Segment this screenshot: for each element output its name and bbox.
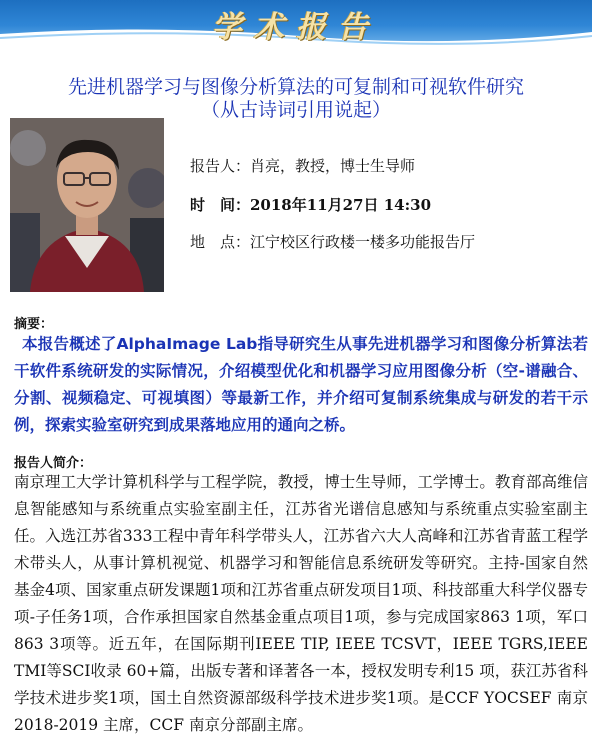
bio-label: 报告人简介： (14, 456, 93, 471)
talk-subtitle: （从古诗词引用说起） (200, 99, 391, 121)
abstract-label: 摘要： (14, 317, 54, 332)
bio-text: 南京理工大学计算机科学与工程学院，教授，博士生导师，工学博士。教育部高维信息智能感知与系统重点实验室副主任，江苏省光谱信息感知与系统重点实验室副主任。入选江苏省333工程中青年科学带头人，江苏省六大人高峰和江苏省青蓝工程学术带头人，从事计算机视觉、机器学习和智能信息系统研发等研究。主持-国家自然基金4项、国家重点研发课题1项和江苏省重点研发项目1项、科技部重大科学仪器专项-子任务1项，合作承担国家自然基金重点项目1项，参与完成国家863 1项，军口863 3项等。近五年，在国际期刊IEEE TIP, IEEE TCSVT，IEEE TGRS,IEEE TMI等SCI收录 60+篇，出版专著和译著各一本，授权发明专利15 项，获江苏省科学技术进步奖1项，国土自然资源部级科学技术进步奖1项。是CCF YOCSEF 南京2018-2019 主席，CCF 南京分部副主席。 (14, 473, 588, 734)
speaker-line: 报告人：肖亮，教授，博士生导师 (190, 157, 416, 175)
time-line: 时 间：2018年11月27日 14:30 (190, 196, 432, 214)
abstract-text: 本报告概述了AlphaImage Lab指导研究生从事先进机器学习和图像分析算法若干软件系统研发的实际情况，介绍模型优化和机器学习应用图像分析（空-谱融合、分割、视频稳定、可视填图）等最新工作，并介绍可复制系统集成与研发的若干示例，探索实验室研究到成果落地应用的通向之桥。 (14, 335, 588, 434)
place-line: 地 点：江宁校区行政楼一楼多功能报告厅 (190, 233, 476, 251)
header-banner (0, 0, 592, 46)
speaker-photo (10, 118, 164, 292)
portrait-illustration (10, 118, 164, 292)
banner-title: 学术报告 (212, 10, 380, 45)
talk-title: 先进机器学习与图像分析算法的可复制和可视软件研究 (67, 76, 524, 98)
